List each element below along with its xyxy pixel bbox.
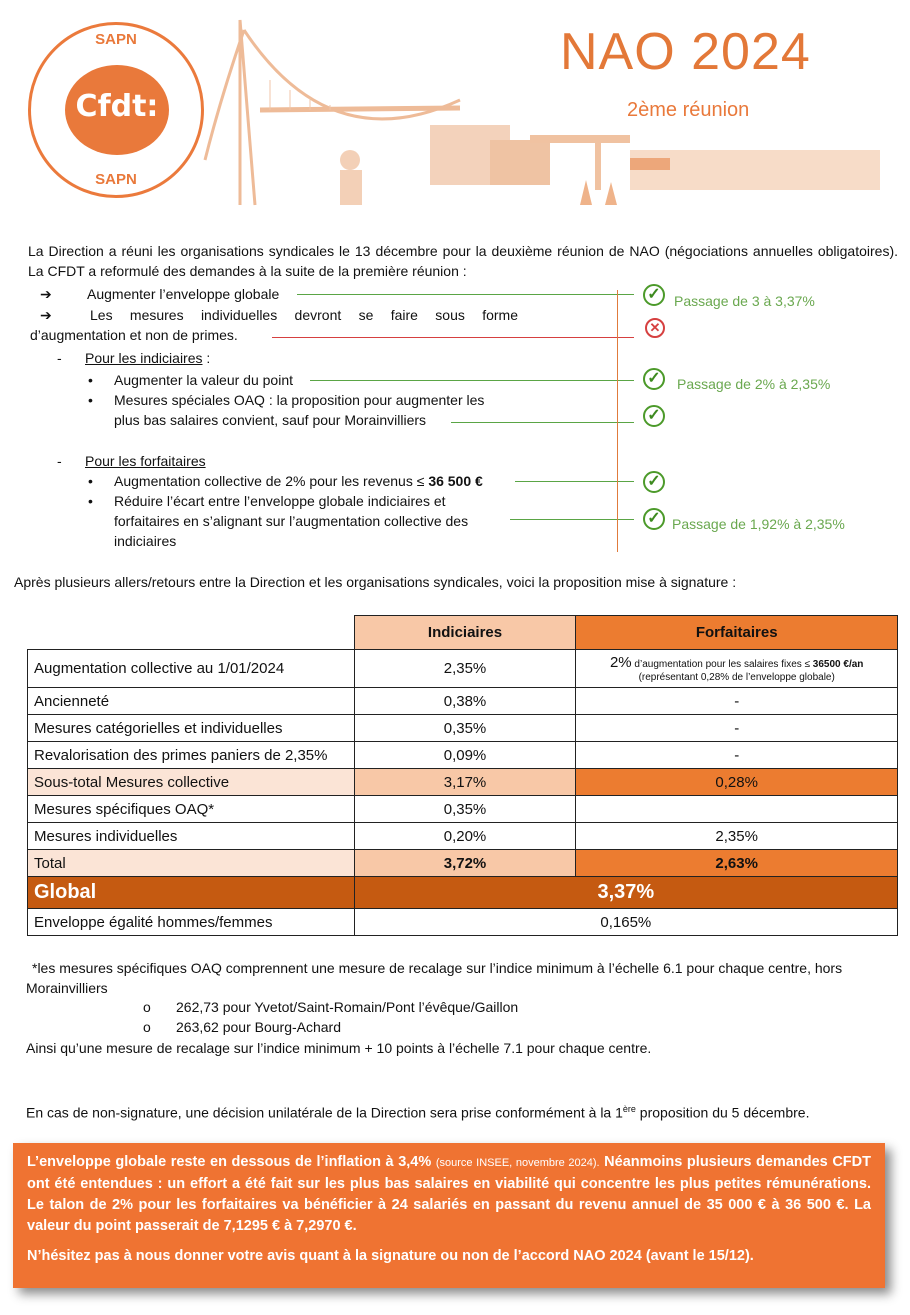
cfdt-logo	[28, 22, 204, 198]
forf-item-gap: Réduire l’écart entre l’enveloppe globale indiciaires et forfaitaires en s’alignant sur l’augmentation collective des indiciaires	[114, 493, 469, 549]
footnote-item: 263,62 pour Bourg-Achard	[176, 1019, 341, 1035]
row-label: Mesures individuelles	[28, 823, 355, 850]
demand-individual-measures: Les mesures individuelles devront se faire sous forme d’augmentation et non de primes.	[30, 307, 518, 343]
logo-sapn-top: SAPN	[95, 31, 137, 48]
vertical-divider	[617, 290, 618, 552]
arrow-icon: ➔	[40, 307, 52, 323]
outcome-forfaitaires: Passage de 1,92% à 2,35%	[672, 516, 845, 532]
nonsignature-text: En cas de non-signature, une décision unilatérale de la Direction sera prise conformément à la 1ère proposition du 5 décembre.	[26, 1104, 810, 1121]
page-subtitle: 2ème réunion	[627, 99, 750, 121]
connector-line	[510, 519, 634, 520]
forfaitaires-heading: Pour les forfaitaires	[85, 453, 206, 469]
circle-bullet: o	[143, 999, 151, 1015]
footnote-text: *les mesures spécifiques OAQ comprennent une mesure de recalage sur l’indice minimum à l’échelle 6.1 pour chaque centre, hors Morainvilliers	[26, 960, 843, 996]
row-label: Revalorisation des primes paniers de 2,35%	[28, 742, 355, 769]
row-label: Total	[28, 850, 355, 877]
cell-indiciaires: 3,17%	[354, 769, 576, 796]
logo-text: Cfdt:	[75, 89, 159, 124]
table-row	[28, 823, 898, 850]
cell-forfaitaires	[576, 796, 898, 823]
row-label: Enveloppe égalité hommes/femmes	[28, 909, 355, 936]
connector-line	[310, 380, 634, 381]
row-label: Augmentation collective au 1/01/2024	[28, 650, 355, 688]
ind-item-oaq: Mesures spéciales OAQ : la proposition pour augmenter les plus bas salaires convient, sauf pour Morainvilliers	[114, 392, 485, 428]
cell-forfaitaires: 2% d’augmentation pour les salaires fixes ≤ 36500 €/an (représentant 0,28% de l’enveloppe globale)	[576, 650, 898, 688]
cell-forfaitaires: 2,35%	[576, 823, 898, 850]
check-icon: ✓	[643, 508, 665, 530]
dash-bullet: -	[57, 350, 62, 366]
cell-indiciaires: 2,35%	[354, 650, 576, 688]
footnote-item: 262,73 pour Yvetot/Saint-Romain/Pont l’évêque/Gaillon	[176, 999, 519, 1015]
proposal-intro: Après plusieurs allers/retours entre la Direction et les organisations syndicales, voici la proposition mise à signature :	[14, 574, 737, 590]
table-row	[28, 688, 898, 715]
cell-indiciaires: 0,38%	[354, 688, 576, 715]
dash-bullet: -	[57, 453, 62, 469]
summary-box	[13, 1143, 885, 1288]
bullet-icon: •	[88, 392, 93, 408]
cell-indiciaires: 0,35%	[354, 796, 576, 823]
cell-indiciaires: 3,72%	[354, 850, 576, 877]
table-corner	[28, 616, 355, 650]
cell-forfaitaires: 0,28%	[576, 769, 898, 796]
cell-indiciaires: 0,35%	[354, 715, 576, 742]
row-label: Mesures spécifiques OAQ*	[28, 796, 355, 823]
proposal-table	[27, 615, 898, 936]
forf-item-collective: Augmentation collective de 2% pour les revenus ≤ 36 500 €	[114, 473, 483, 489]
bullet-icon: •	[88, 372, 93, 388]
logo-sapn-bottom: SAPN	[95, 171, 137, 188]
cell-indiciaires: 0,20%	[354, 823, 576, 850]
page-title: NAO 2024	[560, 23, 811, 81]
cell-forfaitaires: -	[576, 715, 898, 742]
table-row	[28, 650, 898, 688]
logo-badge	[65, 65, 169, 155]
cell-forfaitaires: -	[576, 688, 898, 715]
row-label: Sous-total Mesures collective	[28, 769, 355, 796]
cell-forfaitaires: -	[576, 742, 898, 769]
cell-global: 3,37%	[354, 877, 897, 909]
connector-line	[451, 422, 634, 423]
check-icon: ✓	[643, 284, 665, 306]
table-row-subtotal	[28, 769, 898, 796]
row-label: Global	[28, 877, 355, 909]
table-row-total	[28, 850, 898, 877]
table-row	[28, 742, 898, 769]
table-row-global	[28, 877, 898, 909]
footnote-after: Ainsi qu’une mesure de recalage sur l’indice minimum + 10 points à l’échelle 7.1 pour chaque centre.	[26, 1040, 652, 1056]
check-icon: ✓	[643, 405, 665, 427]
summary-call-to-action: N’hésitez pas à nous donner votre avis quant à la signature ou non de l’accord NAO 2024 (avant le 15/12).	[27, 1248, 754, 1264]
connector-line	[272, 337, 634, 338]
indiciaires-heading: Pour les indiciaires :	[85, 350, 211, 366]
row-label: Ancienneté	[28, 688, 355, 715]
arrow-icon: ➔	[40, 286, 52, 302]
outcome-envelope: Passage de 3 à 3,37%	[674, 293, 815, 309]
cross-icon: ✕	[645, 318, 665, 338]
cell-forfaitaires: 2,63%	[576, 850, 898, 877]
table-row	[28, 909, 898, 936]
cell-egalite: 0,165%	[354, 909, 897, 936]
col-header-forfaitaires: Forfaitaires	[576, 616, 898, 650]
table-row	[28, 796, 898, 823]
ind-item-point: Augmenter la valeur du point	[114, 372, 293, 388]
cell-indiciaires: 0,09%	[354, 742, 576, 769]
check-icon: ✓	[643, 471, 665, 493]
connector-line	[297, 294, 634, 295]
table-row	[28, 715, 898, 742]
circle-bullet: o	[143, 1019, 151, 1035]
demand-envelope: Augmenter l’enveloppe globale	[87, 286, 280, 302]
bullet-icon: •	[88, 493, 93, 509]
row-label: Mesures catégorielles et individuelles	[28, 715, 355, 742]
bullet-icon: •	[88, 473, 93, 489]
check-icon: ✓	[643, 368, 665, 390]
summary-paragraph: L’enveloppe globale reste en dessous de l’inflation à 3,4% (source INSEE, novembre 2024). Néanmoins plusieurs demandes CFDT ont été entendues : un effort a été fait sur les plus bas salaires en viabilité qui concentre les plus petites rémunérations. Le talon de 2% pour les forfaitaires va bénéficier à 24 salariés en passant du revenu annuel de 35 000 € à 36 500 €. La valeur du point passerait de 7,1295 € à 7,2970 €.	[27, 1154, 871, 1234]
col-header-indiciaires: Indiciaires	[354, 616, 576, 650]
outcome-point: Passage de 2% à 2,35%	[677, 376, 831, 392]
intro-paragraph: La Direction a réuni les organisations syndicales le 13 décembre pour la deuxième réunion de NAO (négociations annuelles obligatoires). La CFDT a reformulé des demandes à la suite de la première réunion :	[28, 243, 898, 279]
